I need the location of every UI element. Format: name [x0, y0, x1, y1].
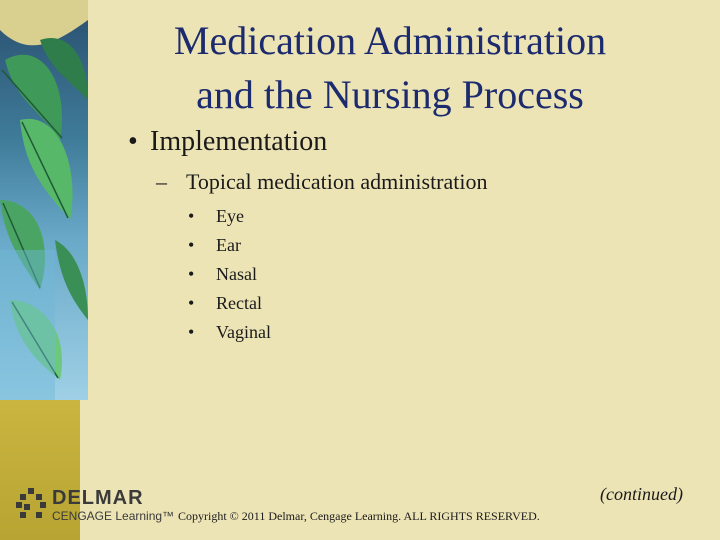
left-decorative-panel	[0, 0, 88, 540]
sub-bullet-topical	[156, 169, 488, 195]
sub-bullet-text: Topical medication administration	[186, 169, 488, 194]
title-line-2: and the Nursing Process	[196, 72, 584, 117]
bullet-dot-icon: •	[188, 264, 195, 284]
bullet-dot-icon: •	[188, 235, 195, 255]
bullet-dot-icon: •	[188, 206, 195, 226]
logo-brand-text: DELMAR	[52, 487, 144, 509]
slide-title	[100, 14, 680, 122]
topical-routes-list	[188, 202, 271, 347]
delmar-mark-icon	[14, 486, 48, 522]
delmar-logo	[14, 486, 179, 526]
list-item: • Rectal	[212, 289, 271, 318]
bullet-dot-icon: •	[128, 126, 138, 157]
list-item: • Ear	[212, 231, 271, 260]
leaves-illustration	[0, 0, 88, 400]
title-line-1: Medication Administration	[173, 18, 607, 63]
logo-subbrand-text: CENGAGE Learning™	[52, 509, 175, 523]
continued-label: (continued)	[600, 484, 683, 504]
plant-image	[0, 0, 88, 400]
bullet-dot-icon: •	[188, 293, 195, 313]
bullet-implementation	[128, 126, 327, 158]
dash-icon: –	[156, 169, 167, 194]
list-item: • Eye	[212, 202, 271, 231]
copyright-notice: Copyright © 2011 Delmar, Cengage Learning. ALL RIGHTS RESERVED.	[178, 509, 540, 523]
list-item: • Vaginal	[212, 318, 271, 347]
bullet-text: Implementation	[150, 126, 328, 157]
list-item: • Nasal	[212, 260, 271, 289]
bullet-dot-icon: •	[188, 322, 195, 342]
